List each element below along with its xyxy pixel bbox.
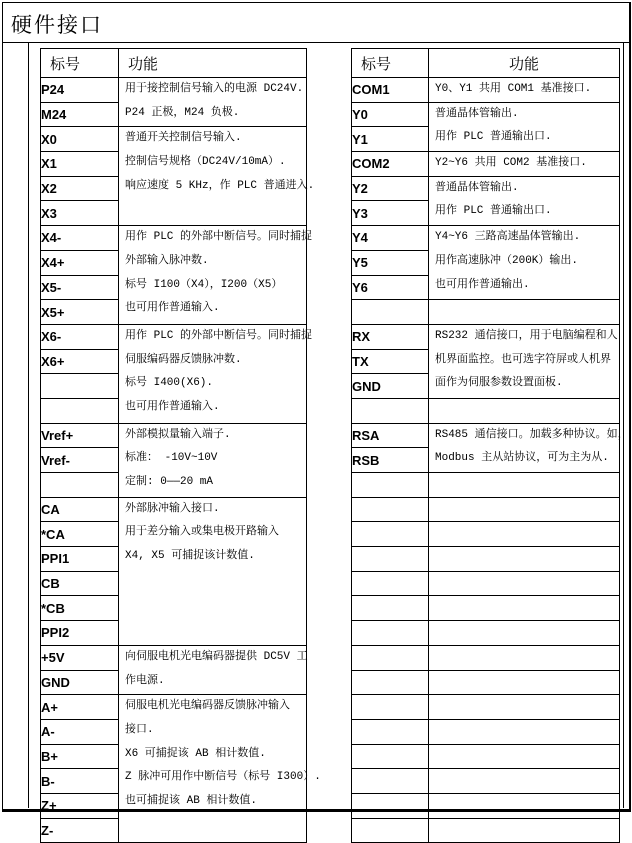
terminal-label-cell: X0 [41, 127, 119, 152]
terminal-label-cell: Z- [41, 818, 119, 843]
function-text-line: 也可用作普通输出. [435, 278, 530, 291]
terminal-label-cell: P24 [41, 78, 119, 103]
terminal-label-cell [352, 670, 429, 695]
empty-table-row [352, 497, 620, 522]
terminal-label-cell [352, 695, 429, 720]
function-text-line: 外部脉冲输入接口. [125, 502, 220, 515]
function-cell [429, 300, 620, 325]
empty-table-row [352, 522, 620, 547]
terminal-label-cell: X4- [41, 226, 119, 251]
function-text-line: 用于接控制信号输入的电源 DC24V. [125, 83, 304, 95]
function-cell [429, 695, 620, 720]
function-text-line: 标号 I400(X6). [125, 377, 214, 390]
table-row [352, 300, 620, 325]
terminal-label-cell [352, 596, 429, 621]
terminal-label-cell [352, 522, 429, 547]
function-text-line: 接口. [125, 723, 154, 736]
function-text-line: 定制: 0——20 mA [125, 476, 214, 488]
function-cell [429, 398, 620, 423]
function-text-line: Modbus 主从站协议，可为主为从. [435, 452, 609, 465]
terminal-label-cell: Vref- [41, 448, 119, 473]
terminal-label-cell: X5- [41, 275, 119, 300]
function-text-line: 用作 PLC 的外部中断信号。同时捕捉 [125, 231, 313, 244]
terminal-label-cell: RX [352, 324, 429, 349]
function-cell [429, 670, 620, 695]
table-row [41, 695, 307, 720]
empty-table-row [352, 571, 620, 596]
function-text-line: 外部输入脉冲数. [125, 254, 209, 267]
function-text-line: X4, X5 可捕捉该计数值. [125, 550, 255, 563]
terminal-label-cell [352, 398, 429, 423]
terminal-label-cell: B+ [41, 744, 119, 769]
terminal-label-cell: PPI2 [41, 621, 119, 646]
table-row [352, 398, 620, 423]
function-text-line: 用作 PLC 的外部中断信号。同时捕捉 [125, 329, 313, 342]
terminal-label-cell: CB [41, 571, 119, 596]
terminal-label-cell: X1 [41, 152, 119, 177]
function-cell [429, 497, 620, 522]
empty-table-row [352, 473, 620, 498]
function-cell [429, 102, 620, 151]
terminal-label-cell: GND [352, 374, 429, 399]
table-row [41, 226, 307, 251]
terminal-label-cell: Vref+ [41, 423, 119, 448]
function-cell [429, 645, 620, 670]
terminal-label-cell: Y0 [352, 102, 429, 127]
left-header-label: 标号 [41, 49, 119, 78]
right-header-label: 标号 [352, 49, 429, 78]
terminal-label-cell: *CA [41, 522, 119, 547]
terminal-label-cell: *CB [41, 596, 119, 621]
function-text-line: Y4~Y6 三路高速晶体管输出. [435, 231, 581, 244]
table-row [41, 324, 307, 349]
empty-table-row [352, 818, 620, 843]
terminal-label-cell [352, 621, 429, 646]
function-text-line: 响应速度 5 KHz，作 PLC 普通进入. [125, 179, 315, 192]
empty-table-row [352, 695, 620, 720]
function-cell [429, 547, 620, 572]
table-row [352, 78, 620, 103]
terminal-label-cell: +5V [41, 645, 119, 670]
function-text-line: 标号 I100（X4），I200（X5） [125, 278, 283, 291]
empty-table-row [352, 793, 620, 818]
terminal-label-cell: GND [41, 670, 119, 695]
function-text-line: P24 正极，M24 负极. [125, 106, 240, 119]
function-cell [429, 522, 620, 547]
function-cell [119, 423, 307, 497]
function-text-line: Y0、Y1 共用 COM1 基准接口. [435, 83, 592, 95]
function-text-line: 伺服电机光电编码器反馈脉冲输入 [125, 700, 290, 713]
function-text-line: 也可捕捉该 AB 相计数值. [125, 794, 258, 807]
terminal-label-cell: Y6 [352, 275, 429, 300]
terminal-label-cell: Y5 [352, 250, 429, 275]
terminal-label-cell: Y4 [352, 226, 429, 251]
table-row [41, 423, 307, 448]
terminal-label-cell: TX [352, 349, 429, 374]
terminal-label-cell: X2 [41, 176, 119, 201]
function-cell [429, 176, 620, 225]
function-text-line: Z 脉冲可用作中断信号（标号 I300）. [125, 771, 321, 784]
terminal-label-cell: X6- [41, 324, 119, 349]
title-divider [2, 42, 630, 43]
terminal-label-cell [352, 571, 429, 596]
function-cell [429, 793, 620, 818]
terminal-label-cell [352, 547, 429, 572]
function-cell [429, 719, 620, 744]
function-text-line: 普通开关控制信号输入. [125, 132, 242, 145]
table-row [352, 226, 620, 251]
terminal-label-cell [352, 818, 429, 843]
function-cell [119, 324, 313, 423]
function-text-line [429, 399, 619, 423]
left-header-function: 功能 [119, 49, 307, 78]
terminal-label-cell [41, 473, 119, 498]
empty-table-row [352, 596, 620, 621]
table-row [352, 176, 620, 201]
terminal-label-cell [352, 645, 429, 670]
function-cell [429, 571, 620, 596]
right-table-body [352, 78, 629, 843]
terminal-label-cell: X6+ [41, 349, 119, 374]
terminal-label-cell: Z+ [41, 793, 119, 818]
function-text-line: 用于差分输入或集电极开路输入 [125, 526, 279, 539]
left-table-body [41, 78, 321, 843]
table-row [41, 78, 307, 103]
function-cell [429, 152, 620, 177]
function-text-line: Y2~Y6 共用 COM2 基准接口. [435, 157, 587, 170]
empty-table-row [352, 719, 620, 744]
terminal-label-cell [352, 744, 429, 769]
terminal-label-cell: B- [41, 769, 119, 794]
left-header-row [41, 49, 307, 78]
empty-table-row [352, 670, 620, 695]
function-cell [429, 473, 620, 498]
function-cell [429, 423, 629, 472]
page-title: 硬件接口 [11, 14, 103, 37]
terminal-label-cell [352, 719, 429, 744]
function-cell [429, 596, 620, 621]
function-cell [119, 127, 315, 226]
function-cell [429, 818, 620, 843]
table-row [41, 127, 307, 152]
table-row [352, 324, 620, 349]
left-interface-table [40, 48, 321, 843]
terminal-label-cell [352, 497, 429, 522]
function-cell [429, 744, 620, 769]
function-text-line: 用作 PLC 普通输出口. [435, 205, 552, 218]
function-text-line: 也可用作普通输入. [125, 400, 220, 413]
terminal-label-cell [41, 374, 119, 399]
terminal-label-cell: COM1 [352, 78, 429, 103]
terminal-label-cell: RSA [352, 423, 429, 448]
function-text-line: 也可用作普通输入. [125, 302, 220, 315]
terminal-label-cell: RSB [352, 448, 429, 473]
empty-table-row [352, 769, 620, 794]
function-text-line: 作电源. [125, 674, 165, 687]
terminal-label-cell: X5+ [41, 300, 119, 325]
function-cell [429, 621, 620, 646]
function-cell [429, 324, 620, 398]
function-cell [119, 695, 321, 843]
terminal-label-cell: Y3 [352, 201, 429, 226]
terminal-label-cell [352, 473, 429, 498]
terminal-label-cell [352, 793, 429, 818]
left-vertical-rule [28, 43, 29, 808]
terminal-label-cell [41, 398, 119, 423]
table-row [352, 102, 620, 127]
function-text-line: RS232 通信接口，用于电脑编程和人 [435, 329, 618, 342]
terminal-label-cell: M24 [41, 102, 119, 127]
function-text-line: 伺服编码器反馈脉冲数. [125, 353, 242, 366]
function-text-line: 普通晶体管输出. [435, 181, 519, 194]
terminal-label-cell: A- [41, 719, 119, 744]
terminal-label-cell: CA [41, 497, 119, 522]
empty-table-row [352, 621, 620, 646]
function-cell [429, 769, 620, 794]
terminal-label-cell: X3 [41, 201, 119, 226]
right-interface-table [351, 48, 629, 843]
function-text-line: 向伺服电机光电编码器提供 DC5V 工 [125, 650, 308, 663]
function-text-line: 用作高速脉冲（200K）输出. [435, 254, 579, 267]
function-cell [119, 645, 307, 694]
terminal-label-cell [352, 769, 429, 794]
function-text-line: X6 可捕捉该 AB 相计数值. [125, 747, 266, 760]
function-text-line: 标准： -10V~10V [125, 452, 218, 465]
empty-table-row [352, 547, 620, 572]
function-cell [119, 226, 313, 325]
function-text-line: 机界面监控。也可选字符屏或人机界 [435, 353, 611, 366]
terminal-label-cell [352, 300, 429, 325]
table-row [352, 423, 620, 448]
function-text-line: 控制信号规格（DC24V/10mA）. [125, 156, 286, 169]
empty-table-row [352, 645, 620, 670]
table-row [41, 645, 307, 670]
table-row [41, 497, 307, 522]
right-header-function: 功能 [429, 49, 620, 78]
function-text-line [429, 300, 619, 324]
function-cell [119, 497, 307, 645]
terminal-label-cell: Y2 [352, 176, 429, 201]
right-header-row [352, 49, 620, 78]
terminal-label-cell: A+ [41, 695, 119, 720]
function-text-line: 普通晶体管输出. [435, 107, 519, 120]
terminal-label-cell: X4+ [41, 250, 119, 275]
function-text-line: 用作 PLC 普通输出口. [435, 131, 552, 144]
terminal-label-cell: PPI1 [41, 547, 119, 572]
function-cell [429, 78, 620, 103]
terminal-label-cell: Y1 [352, 127, 429, 152]
function-text-line: 外部模拟量输入端子. [125, 428, 231, 441]
table-row [352, 152, 620, 177]
function-text-line: 面作为伺服参数设置面板. [435, 377, 563, 390]
function-cell [429, 226, 620, 300]
terminal-label-cell: COM2 [352, 152, 429, 177]
function-cell [119, 78, 307, 127]
function-text-line: RS485 通信接口。加载多种协议。如， [435, 428, 629, 441]
empty-table-row [352, 744, 620, 769]
